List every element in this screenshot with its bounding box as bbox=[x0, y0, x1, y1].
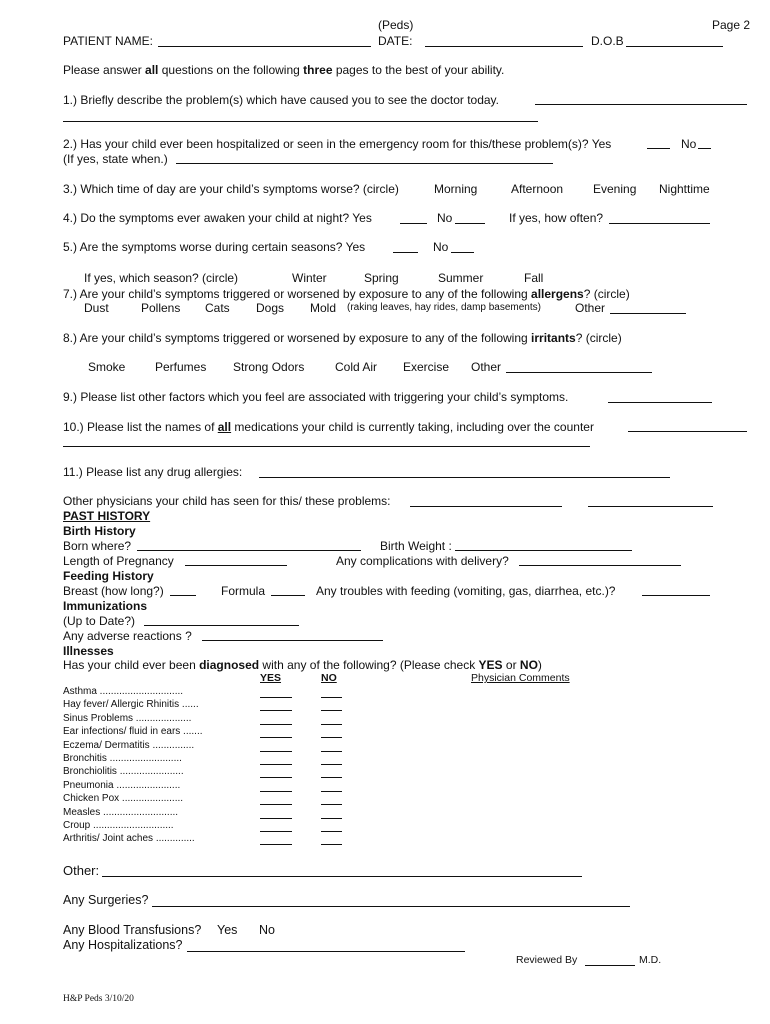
adverse-reactions-label: Any adverse reactions ? bbox=[63, 629, 192, 643]
up-to-date-field[interactable] bbox=[144, 625, 299, 626]
pregnancy-length-field[interactable] bbox=[185, 565, 287, 566]
q5-text: 5.) Are the symptoms worse during certain seasons? Yes bbox=[63, 240, 366, 254]
illness-yes-field[interactable] bbox=[260, 764, 292, 765]
hospitalizations-label: Any Hospitalizations? bbox=[63, 938, 183, 952]
q4-no-field[interactable] bbox=[455, 223, 485, 224]
q8-option-cold-air[interactable]: Cold Air bbox=[335, 360, 378, 374]
illness-no-field[interactable] bbox=[321, 737, 342, 738]
q10-field-1[interactable] bbox=[628, 431, 747, 432]
breast-label: Breast (how long?) bbox=[63, 584, 164, 598]
birth-weight-field[interactable] bbox=[455, 550, 632, 551]
illness-no-field[interactable] bbox=[321, 831, 342, 832]
surgeries-label: Any Surgeries? bbox=[63, 893, 149, 907]
delivery-complications-label: Any complications with delivery? bbox=[336, 554, 509, 568]
illness-yes-field[interactable] bbox=[260, 737, 292, 738]
immunizations-heading: Immunizations bbox=[63, 599, 148, 613]
illness-label: Hay fever/ Allergic Rhinitis ...... bbox=[63, 699, 199, 711]
illness-yes-field[interactable] bbox=[260, 844, 292, 845]
illness-label: Eczema/ Dermatitis ............... bbox=[63, 739, 195, 751]
illness-yes-field[interactable] bbox=[260, 697, 292, 698]
q5-yes-field[interactable] bbox=[393, 252, 418, 253]
other-physicians-label: Other physicians your child has seen for this/ these problems: bbox=[63, 494, 391, 508]
page-number: Page 2 bbox=[712, 18, 751, 32]
q8-option-smoke[interactable]: Smoke bbox=[88, 360, 126, 374]
q2-no-label: No bbox=[681, 137, 697, 151]
illness-yes-field[interactable] bbox=[260, 751, 292, 752]
illnesses-question: Has your child ever been diagnosed with any of the following? (Please check YES or NO) bbox=[63, 658, 542, 672]
born-where-field[interactable] bbox=[137, 550, 361, 551]
illness-label: Bronchiolitis ....................... bbox=[63, 766, 184, 778]
q3-option-nighttime[interactable]: Nighttime bbox=[659, 182, 710, 196]
illness-no-field[interactable] bbox=[321, 791, 342, 792]
q11-field[interactable] bbox=[259, 477, 670, 478]
up-to-date-label: (Up to Date?) bbox=[63, 614, 136, 628]
illness-no-field[interactable] bbox=[321, 697, 342, 698]
q8-option-strong-odors[interactable]: Strong Odors bbox=[233, 360, 305, 374]
illness-yes-field[interactable] bbox=[260, 724, 292, 725]
hospitalizations-field[interactable] bbox=[187, 951, 465, 952]
illness-label: Sinus Problems .................... bbox=[63, 712, 192, 724]
q5-option-spring[interactable]: Spring bbox=[364, 271, 399, 285]
formula-field[interactable] bbox=[271, 595, 305, 596]
date-field[interactable] bbox=[425, 46, 583, 47]
q7-option-cats[interactable]: Cats bbox=[205, 301, 230, 315]
illness-yes-field[interactable] bbox=[260, 818, 292, 819]
q8-option-perfumes[interactable]: Perfumes bbox=[155, 360, 207, 374]
illness-yes-field[interactable] bbox=[260, 791, 292, 792]
birth-history-heading: Birth History bbox=[63, 524, 136, 538]
illness-yes-field[interactable] bbox=[260, 777, 292, 778]
q1-field-2[interactable] bbox=[63, 121, 538, 122]
q3-text: 3.) Which time of day are your child’s symptoms worse? (circle) bbox=[63, 182, 399, 196]
illness-yes-field[interactable] bbox=[260, 710, 292, 711]
illness-label: Chicken Pox ...................... bbox=[63, 793, 184, 805]
illness-no-field[interactable] bbox=[321, 844, 342, 845]
feeding-troubles-label: Any troubles with feeding (vomiting, gas, diarrhea, etc.)? bbox=[316, 584, 616, 598]
transfusions-no[interactable]: No bbox=[259, 923, 275, 937]
adverse-reactions-field[interactable] bbox=[202, 640, 383, 641]
formula-label: Formula bbox=[221, 584, 266, 598]
q2-when-field[interactable] bbox=[176, 163, 553, 164]
q5-option-fall[interactable]: Fall bbox=[524, 271, 544, 285]
q2-yes-field[interactable] bbox=[647, 148, 670, 149]
q8-other-field[interactable] bbox=[506, 372, 652, 373]
q11-text: 11.) Please list any drug allergies: bbox=[63, 465, 243, 479]
illness-label: Bronchitis .......................... bbox=[63, 753, 182, 764]
q4-no-label: No bbox=[437, 211, 453, 225]
illness-label: Croup ............................. bbox=[63, 820, 174, 831]
delivery-complications-field[interactable] bbox=[519, 565, 681, 566]
patient-name-field[interactable] bbox=[158, 46, 371, 47]
q2-no-field[interactable] bbox=[698, 148, 711, 149]
illness-no-field[interactable] bbox=[321, 764, 342, 765]
md-label: M.D. bbox=[639, 954, 662, 966]
q4-yes-field[interactable] bbox=[400, 223, 427, 224]
feeding-troubles-field[interactable] bbox=[642, 595, 710, 596]
other-physicians-field-1[interactable] bbox=[410, 506, 562, 507]
footer-form-id: H&P Peds 3/10/20 bbox=[63, 994, 134, 1004]
illness-label: Asthma .............................. bbox=[63, 686, 184, 697]
q7-option-pollens[interactable]: Pollens bbox=[141, 301, 181, 315]
illness-no-field[interactable] bbox=[321, 777, 342, 778]
peds-label: (Peds) bbox=[378, 18, 414, 32]
date-label: DATE: bbox=[378, 34, 413, 48]
q8-option-exercise[interactable]: Exercise bbox=[403, 360, 450, 374]
illness-yes-field[interactable] bbox=[260, 804, 292, 805]
other-physicians-field-2[interactable] bbox=[588, 506, 713, 507]
q2-text: 2.) Has your child ever been hospitalized or seen in the emergency room for this/these problem(s)? Yes bbox=[63, 137, 612, 151]
patient-name-label: PATIENT NAME: bbox=[63, 34, 154, 48]
pregnancy-length-label: Length of Pregnancy bbox=[63, 554, 174, 568]
other-label: Other: bbox=[63, 863, 100, 878]
reviewed-by-label: Reviewed By bbox=[516, 954, 578, 966]
intro-text: Please answer all questions on the following three pages to the best of your ability. bbox=[63, 63, 505, 77]
illness-no-field[interactable] bbox=[321, 710, 342, 711]
q8-other-label: Other bbox=[471, 360, 502, 374]
q2-ifyes-label: (If yes, state when.) bbox=[63, 152, 168, 166]
q1-field-1[interactable] bbox=[535, 104, 747, 105]
illness-no-field[interactable] bbox=[321, 804, 342, 805]
q3-option-morning[interactable]: Morning bbox=[434, 182, 478, 196]
illness-label: Measles ........................... bbox=[63, 806, 179, 818]
q7-other-field[interactable] bbox=[610, 313, 686, 314]
breast-field[interactable] bbox=[170, 595, 196, 596]
q7-mold-note: (raking leaves, hay rides, damp basements) bbox=[347, 302, 541, 313]
illness-no-field[interactable] bbox=[321, 751, 342, 752]
q4-text: 4.) Do the symptoms ever awaken your child at night? Yes bbox=[63, 211, 372, 225]
illness-no-field[interactable] bbox=[321, 818, 342, 819]
dob-label: D.O.B bbox=[591, 34, 624, 48]
col-comments-header: Physician Comments bbox=[471, 672, 570, 684]
q7-option-dust[interactable]: Dust bbox=[84, 301, 109, 315]
feeding-history-heading: Feeding History bbox=[63, 569, 154, 583]
dob-field[interactable] bbox=[626, 46, 723, 47]
q10-field-2[interactable] bbox=[63, 446, 590, 447]
q5-which-season-label: If yes, which season? (circle) bbox=[84, 271, 239, 285]
illness-label: Ear infections/ fluid in ears ....... bbox=[63, 726, 203, 738]
q7-text: 7.) Are your child’s symptoms triggered or worsened by exposure to any of the following allergens? (circle) bbox=[63, 287, 630, 301]
q9-field[interactable] bbox=[608, 402, 712, 403]
q9-text: 9.) Please list other factors which you feel are associated with triggering your child’s symptoms. bbox=[63, 390, 569, 404]
past-history-heading: PAST HISTORY bbox=[63, 509, 151, 523]
q7-option-dogs[interactable]: Dogs bbox=[256, 301, 285, 315]
illness-no-field[interactable] bbox=[321, 724, 342, 725]
other-field[interactable] bbox=[102, 876, 582, 877]
surgeries-field[interactable] bbox=[152, 906, 630, 907]
q7-option-mold[interactable]: Mold bbox=[310, 301, 337, 315]
q10-text: 10.) Please list the names of all medications your child is currently taking, including over the counter bbox=[63, 420, 594, 434]
illnesses-heading: Illnesses bbox=[63, 644, 114, 658]
q4-howoften-field[interactable] bbox=[609, 223, 710, 224]
illness-label: Arthritis/ Joint aches .............. bbox=[63, 833, 195, 845]
q5-option-winter[interactable]: Winter bbox=[292, 271, 327, 285]
transfusions-yes[interactable]: Yes bbox=[217, 923, 238, 937]
col-yes-header: YES bbox=[260, 672, 282, 684]
q3-option-afternoon[interactable]: Afternoon bbox=[511, 182, 564, 196]
q4-howoften-label: If yes, how often? bbox=[509, 211, 604, 225]
col-no-header: NO bbox=[321, 672, 337, 684]
illness-yes-field[interactable] bbox=[260, 831, 292, 832]
q5-option-summer[interactable]: Summer bbox=[438, 271, 484, 285]
q7-other-label: Other bbox=[575, 301, 606, 315]
q3-option-evening[interactable]: Evening bbox=[593, 182, 637, 196]
born-where-label: Born where? bbox=[63, 539, 132, 553]
q5-no-field[interactable] bbox=[451, 252, 474, 253]
q1-text: 1.) Briefly describe the problem(s) which have caused you to see the doctor today. bbox=[63, 93, 500, 107]
illness-label: Pneumonia ....................... bbox=[63, 779, 181, 791]
transfusions-label: Any Blood Transfusions? bbox=[63, 923, 202, 937]
q8-text: 8.) Are your child’s symptoms triggered or worsened by exposure to any of the following irritants? (circle) bbox=[63, 331, 622, 345]
birth-weight-label: Birth Weight : bbox=[380, 539, 452, 553]
q5-no-label: No bbox=[433, 240, 449, 254]
reviewed-by-field[interactable] bbox=[585, 965, 635, 966]
